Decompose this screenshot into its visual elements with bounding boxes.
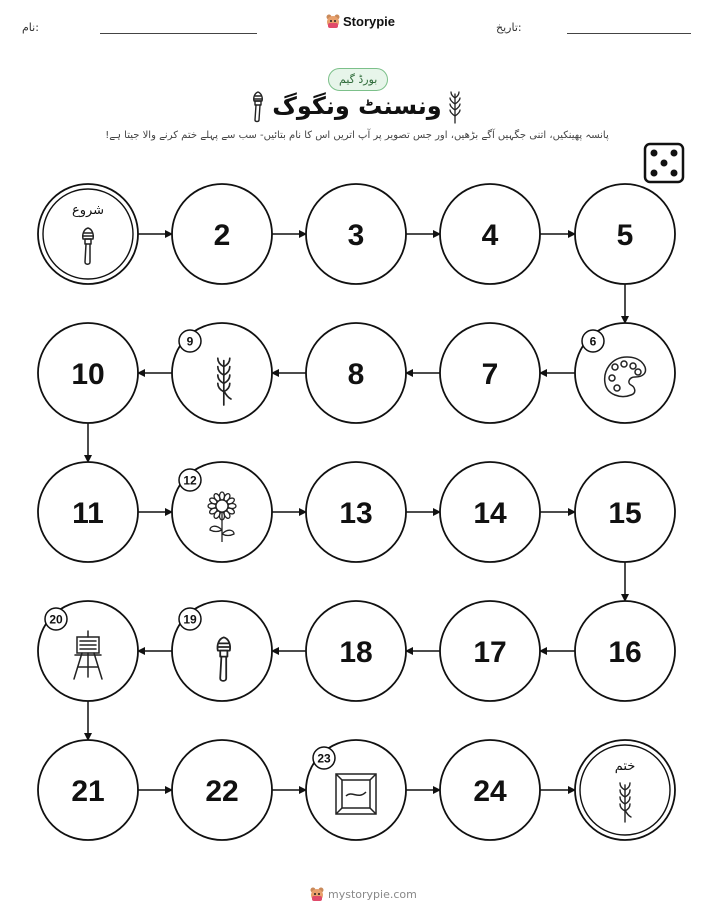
svg-text:9: 9: [186, 334, 194, 349]
board-space-3: [306, 184, 406, 284]
board-game-badge: بورڈ گیم: [328, 68, 388, 91]
space-number-badge: [45, 608, 67, 630]
space-number: 11: [72, 497, 104, 530]
space-number: 15: [608, 497, 642, 530]
board-space-19: [172, 601, 272, 701]
space-number: 10: [71, 358, 105, 391]
svg-text:20: 20: [49, 612, 63, 627]
board-space-12: [172, 462, 272, 562]
instructions: پانسہ پھینکیں، اتنی جگہیں آگے بڑھیں، اور جس تصویر پر آپ اتریں اس کا نام بتائیں- سب سے پہلے ختم کرنے والا جیتا ہے!: [105, 130, 609, 141]
svg-text:23: 23: [317, 751, 331, 766]
board-space-17: [440, 601, 540, 701]
footer-url[interactable]: mystorypie.com: [328, 888, 417, 901]
board-space-23: [306, 740, 406, 840]
board-space-7: [440, 323, 540, 423]
board-space-20: [38, 601, 138, 701]
board-space-14: [440, 462, 540, 562]
board-space-11: [38, 462, 138, 562]
board-space-18: [306, 601, 406, 701]
space-number: 24: [473, 775, 507, 808]
space-number: 17: [473, 636, 507, 669]
board-space-13: [306, 462, 406, 562]
board-space-16: [575, 601, 675, 701]
start-label: شروع: [71, 203, 105, 218]
board-space-9: [172, 323, 272, 423]
board-space-8: [306, 323, 406, 423]
brand-name: Storypie: [343, 14, 396, 29]
space-number: 3: [347, 219, 365, 252]
space-number: 21: [71, 775, 105, 808]
space-number-badge: [313, 747, 335, 769]
space-number: 18: [339, 636, 373, 669]
board-space-1: [38, 184, 138, 284]
space-number: 5: [616, 219, 634, 252]
board-space-21: [38, 740, 138, 840]
space-number: 4: [481, 219, 499, 252]
board-space-10: [38, 323, 138, 423]
name-label: نام:: [22, 21, 39, 34]
board-space-24: [440, 740, 540, 840]
svg-text:6: 6: [589, 334, 597, 349]
space-number-badge: [179, 608, 201, 630]
board-space-5: [575, 184, 675, 284]
board-space-6: [575, 323, 675, 423]
space-number: 13: [339, 497, 373, 530]
svg-text:12: 12: [183, 473, 197, 488]
space-number: 22: [205, 775, 239, 808]
board-space-22: [172, 740, 272, 840]
space-number-badge: [582, 330, 604, 352]
space-number-badge: [179, 469, 201, 491]
storypie-mascot-icon: [310, 887, 324, 902]
footer: [310, 887, 417, 902]
board-space-2: [172, 184, 272, 284]
date-label: تاریخ:: [496, 21, 522, 34]
space-number-badge: [179, 330, 201, 352]
space-number: 7: [481, 358, 499, 391]
board-space-4: [440, 184, 540, 284]
space-number: 8: [347, 358, 365, 391]
svg-text:19: 19: [183, 612, 197, 627]
board-space-15: [575, 462, 675, 562]
end-label: ختم: [614, 759, 636, 774]
space-number: 16: [608, 636, 642, 669]
board-space-25: [575, 740, 675, 840]
page-title: ونسنٹ ونگوگ: [272, 92, 442, 120]
space-number: 14: [473, 497, 507, 530]
space-number: 2: [213, 219, 231, 252]
